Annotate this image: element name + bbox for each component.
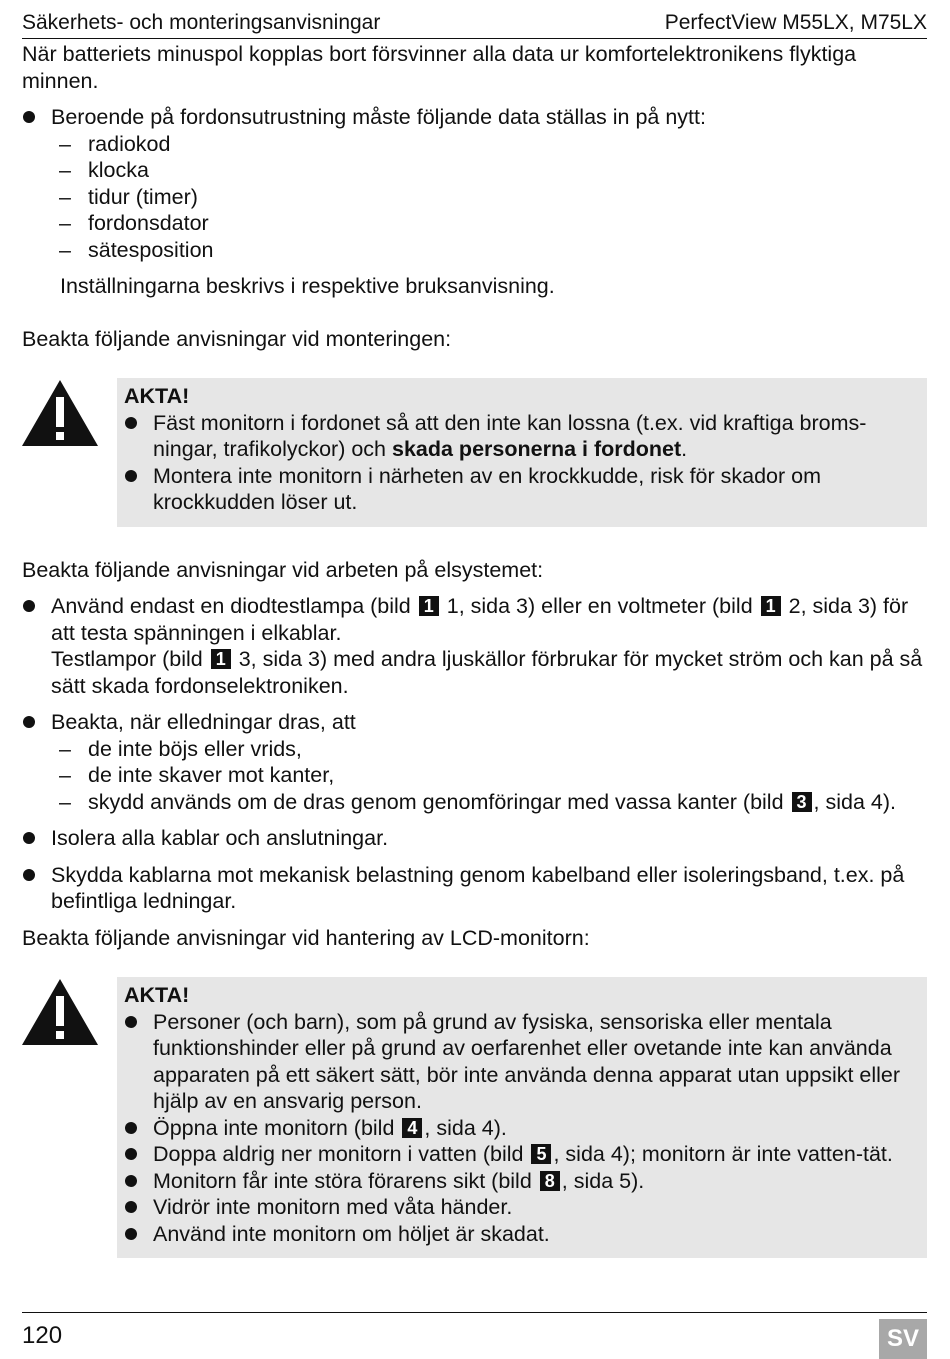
figure-reference: 3 — [792, 792, 812, 812]
list-item: Personer (och barn), som på grund av fysiska, sensoriska eller mentala funktionshinder eller på grund av oerfarenhet eller ovetande inte kan använda apparaten på ett säkert sätt, bör inte använda denna apparat utan uppsikt eller hjälp av en ansvarig person. — [124, 1009, 919, 1115]
warning-triangle-icon — [22, 378, 117, 453]
list-item: Monitorn får inte störa förarens sikt (bild 8 , sida 5). — [124, 1168, 919, 1195]
list-item: Skydda kablarna mot mekanisk belastning genom kabelband eller isoleringsband, t.ex. på befintliga ledningar. — [22, 862, 927, 915]
header-section-title: Säkerhets- och monteringsanvisningar — [22, 10, 381, 34]
list-item: – klocka — [51, 157, 927, 184]
list-item: Beroende på fordonsutrustning måste följande data ställas in på nytt: – radiokod – klocka – tidur (timer) – fordonsdator – sätesposition — [22, 104, 927, 263]
figure-reference: 1 — [211, 649, 231, 669]
list-item: – fordonsdator — [51, 210, 927, 237]
list-item: Montera inte monitorn i närheten av en krockkudde, risk för skador om krockkudden löser ut. — [124, 463, 919, 516]
figure-reference: 5 — [531, 1144, 551, 1164]
document-page — [22, 0, 927, 1358]
mount-heading: Beakta följande anvisningar vid monteringen: — [22, 326, 452, 351]
list-item: – de inte skaver mot kanter, — [51, 762, 927, 789]
list-item: Fäst monitorn i fordonet så att den inte kan lossna (t.ex. vid kraftiga broms-ningar, trafikolyckor) och skada personerna i fordonet. — [124, 410, 919, 463]
reset-note: Inställningarna beskrivs i respektive bruksanvisning. — [60, 274, 555, 298]
electric-sublist — [51, 736, 927, 816]
figure-reference: 1 — [419, 596, 439, 616]
list-item: Använd endast en diodtestlampa (bild 1 1, sida 3) eller en voltmeter (bild 1 2, sida 3) för att testa spänningen i elkablar. Testlampor (bild 1 3, sida 3) med andra ljuskällor förbrukar för mycket ström och kan på så sätt skada fordonselektroniken. — [22, 593, 927, 699]
figure-reference: 8 — [540, 1171, 560, 1191]
list-item: – skydd används om de dras genom genomföringar med vassa kanter (bild 3 , sida 4). — [51, 789, 927, 816]
header-product-name: PerfectView M55LX, M75LX — [664, 10, 927, 34]
warning-title: AKTA! — [124, 983, 190, 1007]
electric-heading: Beakta följande anvisningar vid arbeten på elsystemet: — [22, 557, 544, 582]
page-number: 120 — [22, 1322, 63, 1349]
page-header — [22, 6, 927, 39]
list-item: Vidrör inte monitorn med våta händer. — [124, 1194, 919, 1221]
warning-box — [117, 378, 927, 527]
lcd-heading: Beakta följande anvisningar vid hantering av LCD-monitorn: — [22, 925, 590, 950]
page-footer — [22, 1312, 927, 1359]
page-content — [22, 41, 927, 1258]
list-item: Använd inte monitorn om höljet är skadat. — [124, 1221, 919, 1248]
list-item: – sätesposition — [51, 237, 927, 264]
list-item: Isolera alla kablar och anslutningar. — [22, 825, 927, 852]
list-item: Beakta, när elledningar dras, att – de inte böjs eller vrids, – de inte skaver mot kanter, – skydd används om de dras genom genomföringar med vassa kanter (bild 3 , sida 4). — [22, 709, 927, 815]
warning-list — [124, 1009, 919, 1248]
warning-list — [124, 410, 919, 516]
list-item: – de inte böjs eller vrids, — [51, 736, 927, 763]
warning-block-lcd — [22, 977, 927, 1258]
list-item: Öppna inte monitorn (bild 4 , sida 4). — [124, 1115, 919, 1142]
reset-list — [22, 104, 927, 263]
intro-paragraph: När batteriets minuspol kopplas bort försvinner alla data ur komfortelektronikens flyktiga minnen. — [22, 42, 857, 93]
warning-block-mounting — [22, 378, 927, 527]
language-badge: SV — [879, 1319, 927, 1359]
figure-reference: 1 — [761, 596, 781, 616]
electric-list — [22, 593, 927, 915]
list-item: – tidur (timer) — [51, 184, 927, 211]
figure-reference: 4 — [402, 1118, 422, 1138]
reset-sublist — [51, 131, 927, 264]
warning-triangle-icon — [22, 977, 117, 1052]
warning-title: AKTA! — [124, 384, 190, 408]
warning-box — [117, 977, 927, 1258]
list-item: Doppa aldrig ner monitorn i vatten (bild 5 , sida 4); monitorn är inte vatten-tät. — [124, 1141, 919, 1168]
list-item: – radiokod — [51, 131, 927, 158]
